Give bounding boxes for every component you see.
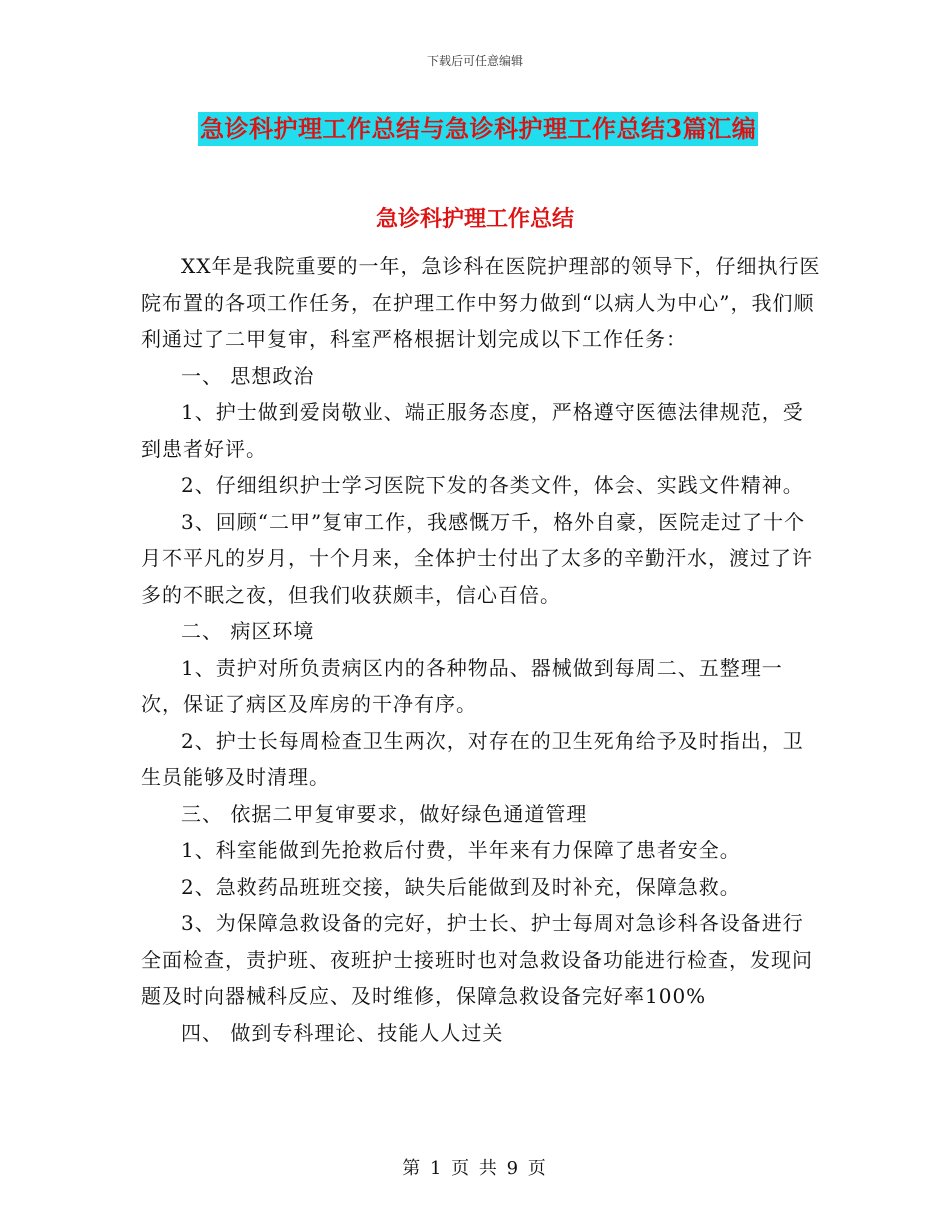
header-note: 下载后可任意编辑 xyxy=(426,54,523,68)
paragraph-item: 1、护士做到爱岗敬业、端正服务态度，严格遵守医德法律规范，受到患者好评。 xyxy=(141,400,804,461)
heading-ward-environment: 二、 病区环境 xyxy=(181,619,315,643)
paragraph-item: 2、护士长每周检查卫生两次，对存在的卫生死角给予及时指出，卫生员能够及时清理。 xyxy=(141,728,804,789)
heading-green-channel: 三、 依据二甲复审要求，做好绿色通道管理 xyxy=(181,801,588,826)
paragraph-item: 1、责护对所负责病区内的各种物品、器械做到每周二、五整理一次，保证了病区及库房的干净有序。 xyxy=(141,655,783,716)
paragraph-item: 1、科室能做到先抢救后付费，半年来有力保障了患者安全。 xyxy=(181,838,741,862)
document-title: 急诊科护理工作总结与急诊科护理工作总结3篇汇编 xyxy=(198,112,758,146)
section-title: 急诊科护理工作总结 xyxy=(375,206,574,232)
page-footer: 第 1 页 共 9 页 xyxy=(402,1158,548,1179)
paragraph-item: 3、为保障急救设备的完好，护士长、护士每周对急诊科各设备进行全面检查，责护班、夜班护士接班时也对急救设备功能进行检查，发现问题及时向器械科反应、及时维修，保障急救设备完好率100% xyxy=(141,911,813,1008)
heading-politics: 一、 思想政治 xyxy=(181,363,315,388)
paragraph-item: 2、急救药品班班交接，缺失后能做到及时补充，保障急救。 xyxy=(181,874,741,899)
paragraph-item: 3、回顾“二甲”复审工作，我感慨万千，格外自豪，医院走过了十个月不平凡的岁月，十个月来，全体护士付出了太多的辛勤汗水，渡过了许多的不眠之夜，但我们收获颇丰，信心百倍。 xyxy=(141,509,813,607)
paragraph-item: 2、仔细组织护士学习医院下发的各类文件，体会、实践文件精神。 xyxy=(181,473,804,497)
document-body xyxy=(141,248,821,1051)
heading-specialty-skills: 四、 做到专科理论、技能人人过关 xyxy=(181,1020,504,1045)
paragraph-intro: XX年是我院重要的一年，急诊科在医院护理部的领导下，仔细执行医院布置的各项工作任务，在护理工作中努力做到“以病人为中心”，我们顺利通过了二甲复审，科室严格根据计划完成以下工作任务： xyxy=(141,254,821,351)
